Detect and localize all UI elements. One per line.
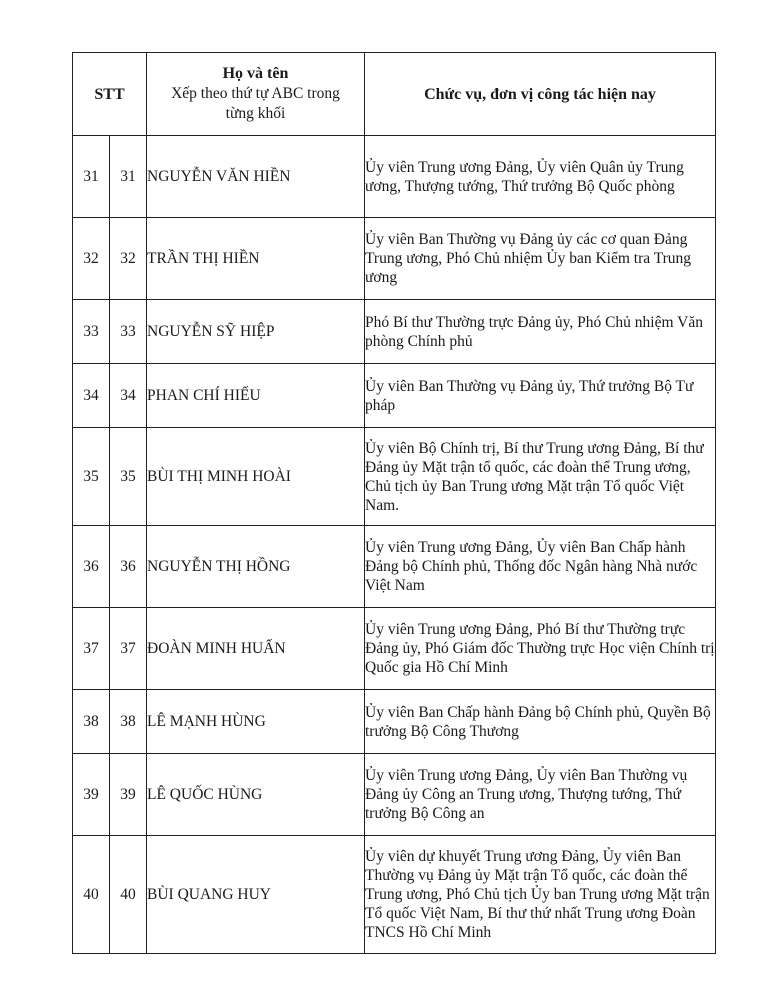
row-stt: 33 [73,300,110,364]
table-row [73,608,716,690]
row-position: Ủy viên Trung ương Đảng, Phó Bí thư Thường trực Đảng ủy, Phó Giám đốc Thường trực Học viện Chính trị Quốc gia Hồ Chí Minh [365,608,716,690]
row-name: ĐOÀN MINH HUẤN [147,608,365,690]
row-name: NGUYỄN SỸ HIỆP [147,300,365,364]
table-row [73,526,716,608]
row-position: Ủy viên Trung ương Đảng, Ủy viên Ban Thường vụ Đảng ủy Công an Trung ương, Thượng tướng, Thứ trưởng Bộ Công an [365,754,716,836]
row-position: Ủy viên Ban Thường vụ Đảng ủy, Thứ trưởng Bộ Tư pháp [365,364,716,428]
row-index: 38 [110,690,147,754]
header-row [73,53,716,136]
row-name: LÊ QUỐC HÙNG [147,754,365,836]
personnel-table [72,52,716,954]
table-row [73,428,716,526]
row-position: Phó Bí thư Thường trực Đảng ủy, Phó Chủ nhiệm Văn phòng Chính phủ [365,300,716,364]
header-name [147,53,365,136]
row-name: TRẦN THỊ HIỀN [147,218,365,300]
header-position: Chức vụ, đơn vị công tác hiện nay [365,53,716,136]
row-index: 31 [110,136,147,218]
row-index: 39 [110,754,147,836]
row-position: Ủy viên Ban Chấp hành Đảng bộ Chính phủ, Quyền Bộ trưởng Bộ Công Thương [365,690,716,754]
header-name-subtitle: Xếp theo thứ tự ABC trong từng khối [171,85,340,122]
row-stt: 38 [73,690,110,754]
table-row [73,218,716,300]
row-name: BÙI QUANG HUY [147,836,365,954]
row-position: Ủy viên Trung ương Đảng, Ủy viên Ban Chấp hành Đảng bộ Chính phủ, Thống đốc Ngân hàng Nhà nước Việt Nam [365,526,716,608]
row-name: LÊ MẠNH HÙNG [147,690,365,754]
table-row [73,754,716,836]
row-position: Ủy viên Ban Thường vụ Đảng ủy các cơ quan Đảng Trung ương, Phó Chủ nhiệm Ủy ban Kiểm tra Trung ương [365,218,716,300]
row-stt: 36 [73,526,110,608]
row-name: NGUYỄN VĂN HIỀN [147,136,365,218]
table-row [73,300,716,364]
row-index: 34 [110,364,147,428]
row-stt: 31 [73,136,110,218]
row-stt: 39 [73,754,110,836]
row-stt: 35 [73,428,110,526]
row-index: 40 [110,836,147,954]
row-index: 32 [110,218,147,300]
row-stt: 34 [73,364,110,428]
row-name: PHAN CHÍ HIẾU [147,364,365,428]
table-row [73,690,716,754]
row-index: 35 [110,428,147,526]
table-row [73,136,716,218]
row-stt: 40 [73,836,110,954]
row-name: BÙI THỊ MINH HOÀI [147,428,365,526]
row-name: NGUYỄN THỊ HỒNG [147,526,365,608]
table-row [73,836,716,954]
row-index: 33 [110,300,147,364]
table-header [73,53,716,136]
row-stt: 37 [73,608,110,690]
header-name-title: Họ và tên [222,65,289,82]
header-stt: STT [73,53,147,136]
row-index: 36 [110,526,147,608]
row-position: Ủy viên dự khuyết Trung ương Đảng, Ủy viên Ban Thường vụ Đảng ủy Mặt trận Tổ quốc, các đoàn thể Trung ương, Phó Chủ tịch Ủy ban Trung ương Mặt trận Tổ quốc Việt Nam, Bí thư thứ nhất Trung ương Đoàn TNCS Hồ Chí Minh [365,836,716,954]
table-row [73,364,716,428]
row-index: 37 [110,608,147,690]
row-position: Ủy viên Trung ương Đảng, Ủy viên Quân ủy Trung ương, Thượng tướng, Thứ trưởng Bộ Quốc phòng [365,136,716,218]
table-body [73,136,716,954]
row-stt: 32 [73,218,110,300]
row-position: Ủy viên Bộ Chính trị, Bí thư Trung ương Đảng, Bí thư Đảng ủy Mặt trận tổ quốc, các đoàn thể Trung ương, Chủ tịch ủy Ban Trung ương Mặt trận Tổ quốc Việt Nam. [365,428,716,526]
